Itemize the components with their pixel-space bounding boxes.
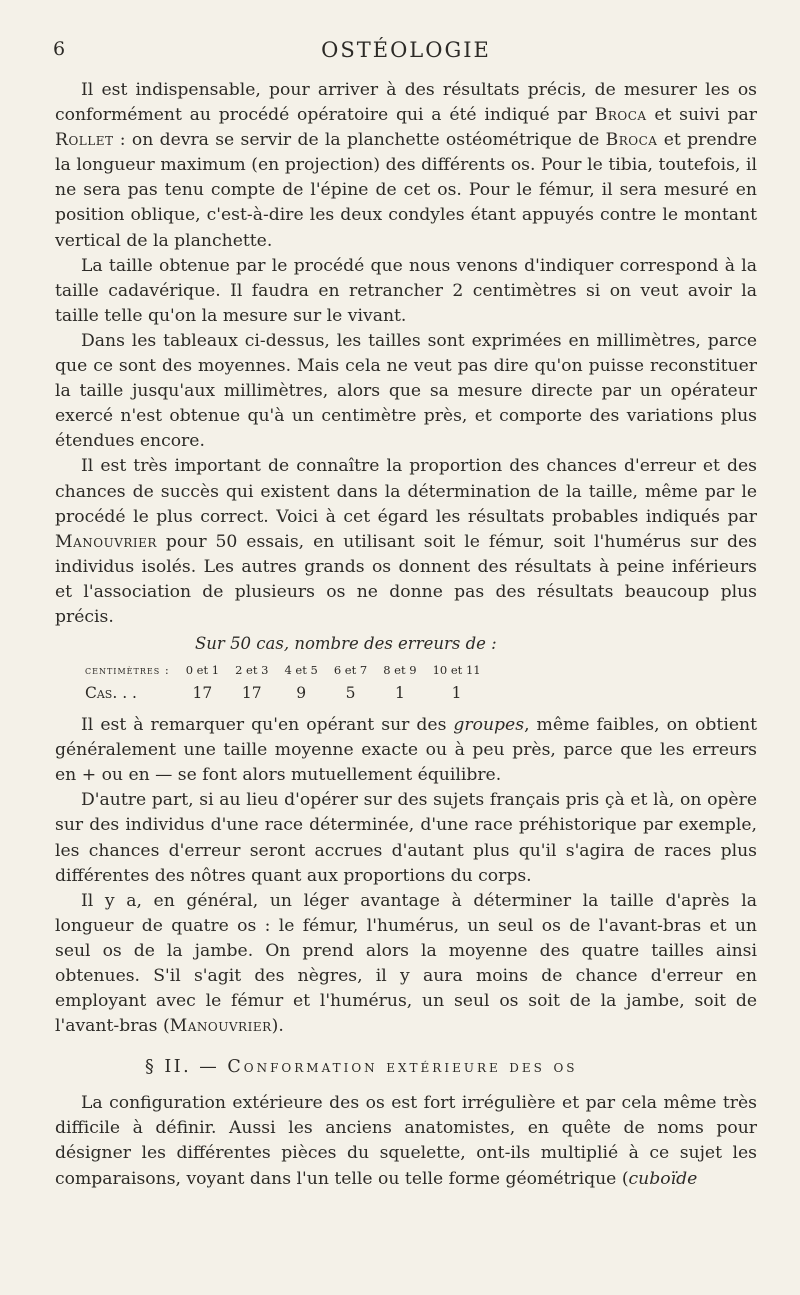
errors-table-units-row	[85, 659, 489, 681]
range-header: 0 et 1	[185, 663, 220, 678]
errors-table-caption: Sur 50 cas, nombre des erreurs de :	[195, 634, 497, 654]
paragraph-groups: Il est à remarquer qu'en opérant sur des groupes, même faibles, on obtient généralement une taille moyenne exacte ou à peu près, parce que les erreurs en + ou en — se font alors mutuellement équilibre.	[55, 715, 757, 786]
errors-table-cases-row	[85, 681, 489, 705]
paragraph-configuration: La configuration extérieure des os est fort irrégulière et par cela même très difficile à définir. Aussi les anciens anatomistes, en quête de noms pour désigner les différentes pièces du squelette, ont-ils multiplié à ce sujet les comparaisons, voyant dans l'un telle ou telle forme géométrique (cuboïde	[55, 1093, 757, 1189]
case-count: 9	[296, 684, 307, 703]
units-row-label: centimètres :	[85, 663, 170, 678]
book-page	[55, 38, 757, 1192]
cases-row-label: Cas. . .	[85, 684, 137, 703]
paragraph-measurement-procedure: Il est indispensable, pour arriver à des résultats précis, de mesurer les os conformément au procédé opératoire qui a été indiqué par Broca et suivi par Rollet : on devra se servir de la planchette ostéométrique de Broca et prendre la longueur maximum (en projection) des différents os. Pour le tibia, toutefois, il ne sera pas tenu compte de l'épine de cet os. Pour le fémur, il sera mesuré en position oblique, c'est-à-dire les deux condyles étant appuyés contre le montant vertical de la planchette.	[55, 80, 758, 251]
case-count: 1	[451, 684, 462, 703]
paragraph-millimetres: Dans les tableaux ci-dessus, les tailles sont exprimées en millimètres, parce que ce sont des moyennes. Mais cela ne veut pas dire qu'on puisse reconstituer la taille jusqu'aux millimètres, alors que sa mesure directe par un opérateur exercé n'est obtenue qu'à un centimètre près, et comporte des variations plus étendues encore.	[55, 330, 757, 452]
section-title: Conformation extérieure des os	[227, 1057, 578, 1078]
range-header: 10 et 11	[432, 663, 481, 678]
range-header: 8 et 9	[383, 663, 417, 678]
paragraph-cadaveric-height: La taille obtenue par le procédé que nous venons d'indiquer correspond à la taille cadavérique. Il faudra en retrancher 2 centimètres si on veut avoir la taille telle qu'on la mesure sur le vivant.	[55, 255, 757, 326]
section-number: § II.	[145, 1057, 192, 1078]
page-number: 6	[53, 38, 66, 60]
range-header: 4 et 5	[284, 663, 318, 678]
paragraph-four-bones: Il y a, en général, un léger avantage à déterminer la taille d'après la longueur de quatre os : le fémur, l'humérus, un seul os de l'avant-bras et un seul os de la jambe. On prend alors la moyenne des quatre tailles ainsi obtenues. S'il s'agit des nègres, il y aura moins de chance d'erreur en employant avec le fémur et l'humérus, un seul os soit de la jambe, soit de l'avant-bras (Manouvrier).	[55, 890, 757, 1037]
running-title: OSTÉOLOGIE	[321, 38, 491, 62]
paragraph-races: D'autre part, si au lieu d'opérer sur des sujets français pris çà et là, on opère sur des individus d'une race déterminée, d'une race préhistorique par exemple, les chances d'erreur seront accrues d'autant plus qu'il s'agira de races plus différentes des nôtres quant aux proportions du corps.	[55, 790, 757, 886]
case-count: 1	[394, 684, 405, 703]
case-count: 17	[241, 684, 262, 703]
range-header: 6 et 7	[333, 663, 368, 678]
page-header	[55, 38, 757, 78]
case-count: 5	[345, 684, 356, 703]
paragraph-error-chances: Il est très important de connaître la proportion des chances d'erreur et des chances de succès qui existent dans la détermination de la taille, même par le procédé le plus correct. Voici à cet égard les résultats probables indiqués par Manouvrier pour 50 essais, en utilisant soit le fémur, soit l'humérus sur des individus isolés. Les autres grands os donnent des résultats à peine inférieurs et l'association de plusieurs os ne donne pas des résultats beaucoup plus précis.	[55, 456, 757, 627]
section-dash: —	[199, 1057, 220, 1078]
case-count: 17	[192, 684, 213, 703]
errors-table	[85, 659, 489, 705]
section-heading	[55, 1057, 757, 1077]
range-header: 2 et 3	[235, 663, 269, 678]
